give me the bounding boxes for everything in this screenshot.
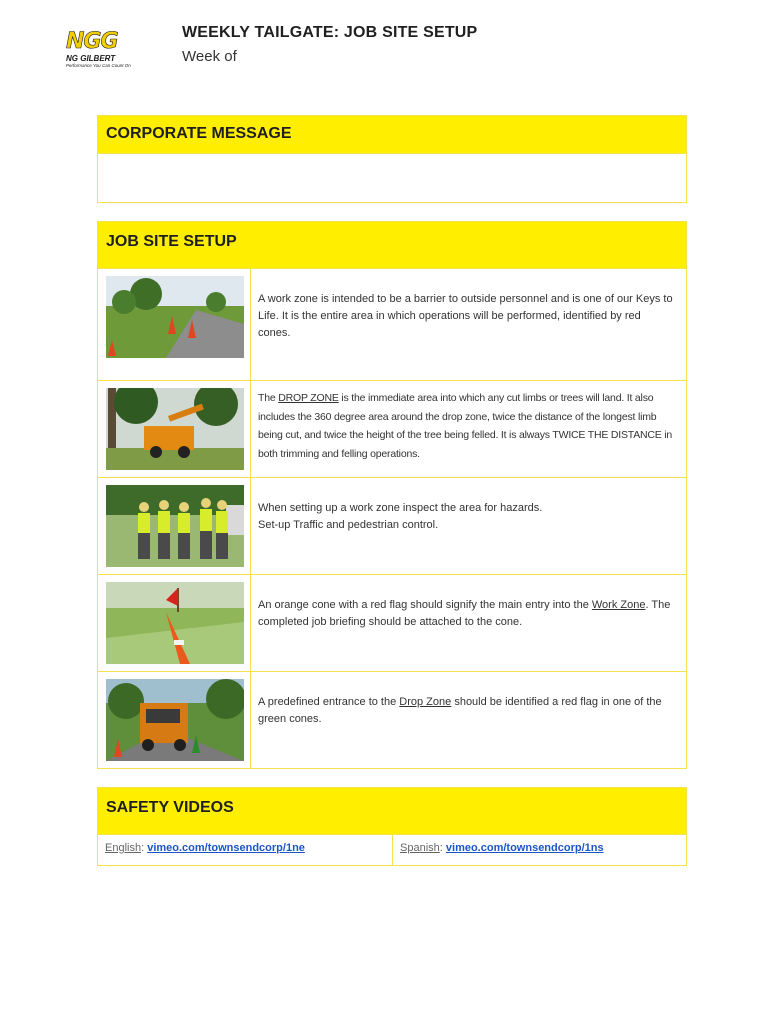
spanish-label: Spanish — [400, 842, 440, 854]
setup-row — [98, 380, 686, 477]
setup-row-text — [251, 575, 686, 671]
setup-photo-cell — [98, 672, 251, 768]
setup-photo-cell — [98, 269, 251, 380]
logo-mark: NGG — [66, 29, 118, 54]
logo-name: NG GILBERT — [66, 54, 116, 63]
setup-row — [98, 574, 686, 671]
cone-with-flag-photo — [106, 582, 244, 664]
traffic-control-text: Set-up Traffic and pedestrian control. — [258, 519, 439, 531]
twice-distance-emphasis: TWICE THE DISTANCE — [552, 429, 662, 441]
setup-photo-cell — [98, 381, 251, 477]
bucket-truck-photo — [106, 388, 244, 470]
company-logo — [66, 29, 138, 72]
drop-zone-term: DROP ZONE — [278, 392, 339, 404]
spanish-video-cell — [392, 835, 686, 865]
job-site-setup-heading: JOB SITE SETUP — [98, 222, 686, 268]
document-title: WEEKLY TAILGATE: JOB SITE SETUP — [182, 24, 478, 41]
drop-zone-link-term: Drop Zone — [399, 696, 452, 708]
english-separator: : — [141, 842, 148, 854]
main-entry-text-1: An orange cone with a red flag should signify the main entry into the — [258, 599, 592, 611]
setup-row — [98, 477, 686, 574]
corporate-message-body — [98, 153, 686, 202]
logo-tagline: Performance You Can Count On — [66, 63, 131, 68]
setup-row — [98, 268, 686, 380]
drop-zone-entrance-text-1: A predefined entrance to the — [258, 696, 400, 708]
english-video-link[interactable]: vimeo.com/townsendcorp/1ne — [147, 842, 305, 854]
spanish-video-link[interactable]: vimeo.com/townsendcorp/1ns — [445, 842, 604, 854]
setup-row-text — [251, 478, 686, 574]
video-links-row — [98, 834, 686, 865]
crew-briefing-photo — [106, 485, 244, 567]
corporate-message-heading: CORPORATE MESSAGE — [98, 116, 686, 153]
safety-videos-heading: SAFETY VIDEOS — [98, 788, 686, 834]
drop-zone-text-3: in both trimming and felling operations. — [258, 429, 673, 460]
main-entry-text-2: . The completed job briefing should be attached to the cone. — [258, 599, 671, 628]
corporate-message-section — [97, 115, 687, 203]
week-of-label: Week of — [182, 48, 237, 65]
setup-row-text: A work zone is intended to be a barrier to outside personnel and is one of our Keys to Life. It is the entire area in which operations will be performed, identified by red cones. — [258, 293, 673, 339]
drop-zone-entrance-text-2: should be identified a red flag in one of the green cones. — [258, 696, 662, 725]
setup-photo-cell — [98, 478, 251, 574]
setup-row-text — [251, 381, 686, 477]
spanish-separator: : — [439, 842, 446, 854]
job-site-setup-section — [97, 221, 687, 769]
drop-zone-text-1: The — [258, 392, 279, 404]
chipper-truck-photo — [106, 679, 244, 761]
english-label: English — [105, 842, 142, 854]
road-with-cones-photo — [106, 276, 244, 358]
setup-row — [98, 671, 686, 768]
safety-videos-section — [97, 787, 687, 866]
hazard-inspection-text: When setting up a work zone inspect the area for hazards. — [258, 502, 543, 514]
drop-zone-text-2: is the immediate area into which any cut limbs or trees will land. It also includes the 360 degree area around the drop zone, twice the distance of the longest limb being cut, and twice the height of the tree being felled. It is always — [258, 392, 657, 441]
english-video-cell — [98, 835, 392, 865]
work-zone-term: Work Zone — [591, 599, 646, 611]
setup-row-text — [251, 672, 686, 768]
setup-photo-cell — [98, 575, 251, 671]
